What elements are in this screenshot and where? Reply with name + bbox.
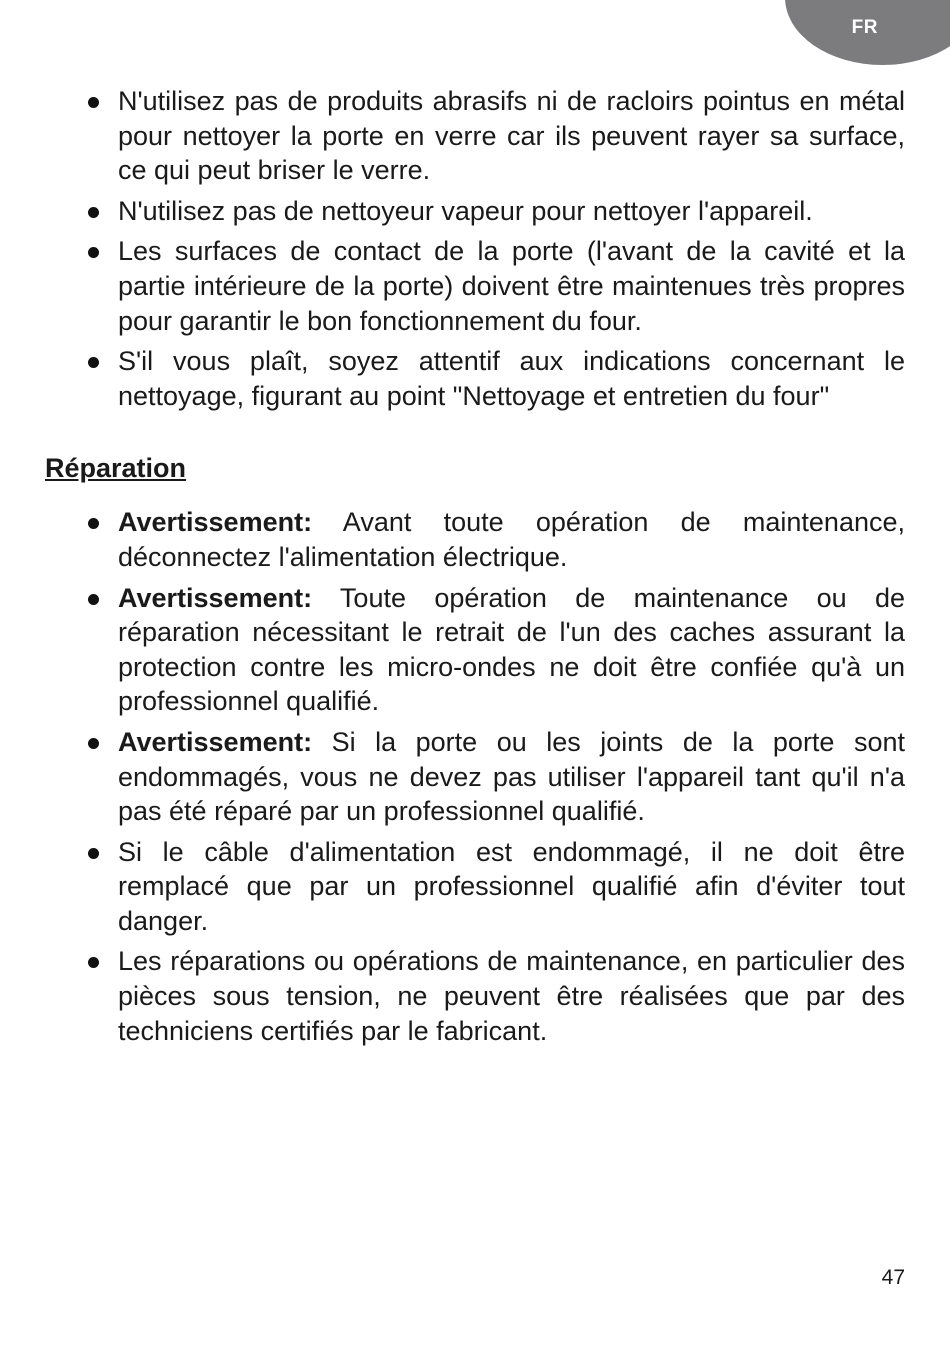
list-item-text: N'utilisez pas de produits abrasifs ni de racloirs pointus en métal pour nettoyer la porte en verre car ils peuvent rayer sa surface, ce qui peut briser le verre. — [118, 86, 905, 186]
list-item — [45, 944, 905, 1048]
list-item-text: S'il vous plaît, soyez attentif aux indications concernant le nettoyage, figurant au point "Nettoyage et entretien du four" — [118, 346, 905, 411]
list-item-text: Les surfaces de contact de la porte (l'avant de la cavité et la partie intérieure de la porte) doivent être maintenues très propres pour garantir le bon fonctionnement du four. — [118, 236, 905, 336]
page-number: 47 — [881, 1266, 905, 1289]
bullet-icon — [88, 738, 99, 749]
section-title-repair: Réparation — [45, 453, 187, 484]
list-item — [45, 835, 905, 939]
list-item-text: N'utilisez pas de nettoyeur vapeur pour nettoyer l'appareil. — [118, 195, 813, 226]
list-item-text: Si la porte ou les joints de la porte sont endommagés, vous ne devez pas utiliser l'appareil tant qu'il n'a pas été réparé par un professionnel qualifié. — [118, 726, 905, 827]
list-item — [45, 581, 905, 719]
bullet-icon — [88, 848, 99, 859]
bullet-icon — [88, 97, 99, 108]
list-item-text: Si le câble d'alimentation est endommagé, il ne doit être remplacé que par un professionnel qualifié afin d'éviter tout danger. — [118, 836, 905, 936]
warning-prefix: Avertissement: — [118, 582, 313, 613]
bullet-icon — [88, 594, 99, 605]
page-content — [45, 84, 905, 1054]
list-item-text: Toute opération de maintenance ou de réparation nécessitant le retrait de l'un des caches assurant la protection contre les micro-ondes ne doit être confiée qu'à un professionnel qualifié. — [118, 582, 905, 717]
language-label: FR — [851, 17, 878, 38]
bullet-icon — [88, 957, 99, 968]
warning-prefix: Avertissement: — [118, 507, 313, 538]
list-item — [45, 725, 905, 829]
cleaning-warnings-list — [45, 84, 905, 413]
bullet-icon — [88, 357, 99, 368]
list-item-text: Avant toute opération de maintenance, déconnectez l'alimentation électrique. — [118, 507, 905, 572]
list-item — [45, 84, 905, 188]
list-item — [45, 194, 905, 229]
bullet-icon — [88, 207, 99, 218]
bullet-icon — [88, 247, 99, 258]
list-item — [45, 234, 905, 338]
list-item-text: Les réparations ou opérations de maintenance, en particulier des pièces sous tension, ne peuvent être réalisées que par des techniciens certifiés par le fabricant. — [118, 946, 905, 1046]
bullet-icon — [88, 518, 99, 529]
repair-list — [45, 505, 905, 1048]
list-item — [45, 505, 905, 574]
warning-prefix: Avertissement: — [118, 726, 313, 757]
list-item — [45, 344, 905, 413]
